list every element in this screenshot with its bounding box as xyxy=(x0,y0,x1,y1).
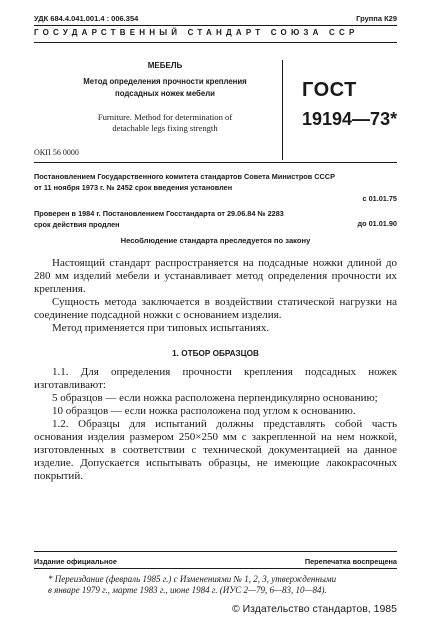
header-meta xyxy=(34,14,397,23)
state-standard-banner: ГОСУДАРСТВЕННЫЙ СТАНДАРТ СОЮЗА ССР xyxy=(34,28,359,37)
title-divider xyxy=(282,60,283,160)
intro-date: с 01.01.75 xyxy=(362,194,397,203)
extended-date: до 01.01.90 xyxy=(357,219,397,228)
udk-code: УДК 684.4.041.001.4 : 006.354 xyxy=(34,14,139,23)
header-rule-bottom xyxy=(34,42,397,43)
paragraph-application: Метод применяется при типовых испытаниях. xyxy=(52,322,270,334)
clause-1-1: 1.1. Для определения прочности крепления подсадных ножек изготавливают: xyxy=(34,366,397,391)
intro-section xyxy=(34,257,397,335)
paragraph-essence: Сущность метода заключается в воздействии статической нагрузки на соединение подсадной ножки с основанием изделия. xyxy=(34,296,397,321)
approval-text: Постановлением Государственного комитета стандартов Совета Министров СССР от 11 ноября 1973 г. № 2452 срок введения установлен xyxy=(34,172,335,192)
gost-number: 19194—73* xyxy=(302,109,398,129)
group-code: Группа К29 xyxy=(356,14,397,23)
checked-text: Проверен в 1984 г. Постановлением Госстандарта от 29.06.84 № 2283 срок действия продлен xyxy=(34,209,284,229)
section-1-body xyxy=(34,366,397,483)
clause-1-1-b: 10 образцов — если ножка расположена под углом к основанию. xyxy=(52,405,356,417)
title-russian: Метод определения прочности крепления подсадных ножек мебели xyxy=(83,77,247,98)
reprint-note: * Переиздание (февраль 1985 г.) с Изменениями № 1, 2, 3, утвержденными в январе 1979 г., марте 1983 г., июне 1984 г. (ИУС 2—79, 6—83, 10—84). xyxy=(48,574,337,595)
official-edition: Издание официальное xyxy=(34,557,117,566)
paragraph-scope: Настоящий стандарт распространяется на подсадные ножки длиной до 280 мм изделий мебели и устанавливает метод определения прочности их крепления. xyxy=(34,257,397,295)
clause-1-1-a: 5 образцов — если ножка расположена перпендикулярно основанию; xyxy=(52,392,378,404)
legal-notice: Несоблюдение стандарта преследуется по закону xyxy=(120,236,311,245)
reprint-prohibited: Перепечатка воспрещена xyxy=(304,557,397,566)
okp-code: ОКП 56 0000 xyxy=(34,148,79,157)
gost-label: ГОСТ xyxy=(302,79,357,101)
title-rule xyxy=(34,162,397,163)
section-1-title: 1. ОТБОР ОБРАЗЦОВ xyxy=(172,349,259,358)
footer-rule xyxy=(34,551,397,552)
copyright: © Издательство стандартов, 1985 xyxy=(231,603,397,615)
footer-rule-2 xyxy=(34,568,397,569)
category-title: МЕБЕЛЬ xyxy=(147,61,183,70)
header-rule-top xyxy=(34,25,397,26)
clause-1-2: 1.2. Образцы для испытаний должны представлять собой часть основания изделия размером 250×250 мм с закрепленной на нем ножкой, изготовленных в соответствии с технической документацией на данное изделие. Допускается испытывать образцы, не имеющие лакокрасочных покрытий. xyxy=(34,418,397,482)
title-english: Furniture. Method for determination of detachable legs fixing strength xyxy=(97,112,233,133)
